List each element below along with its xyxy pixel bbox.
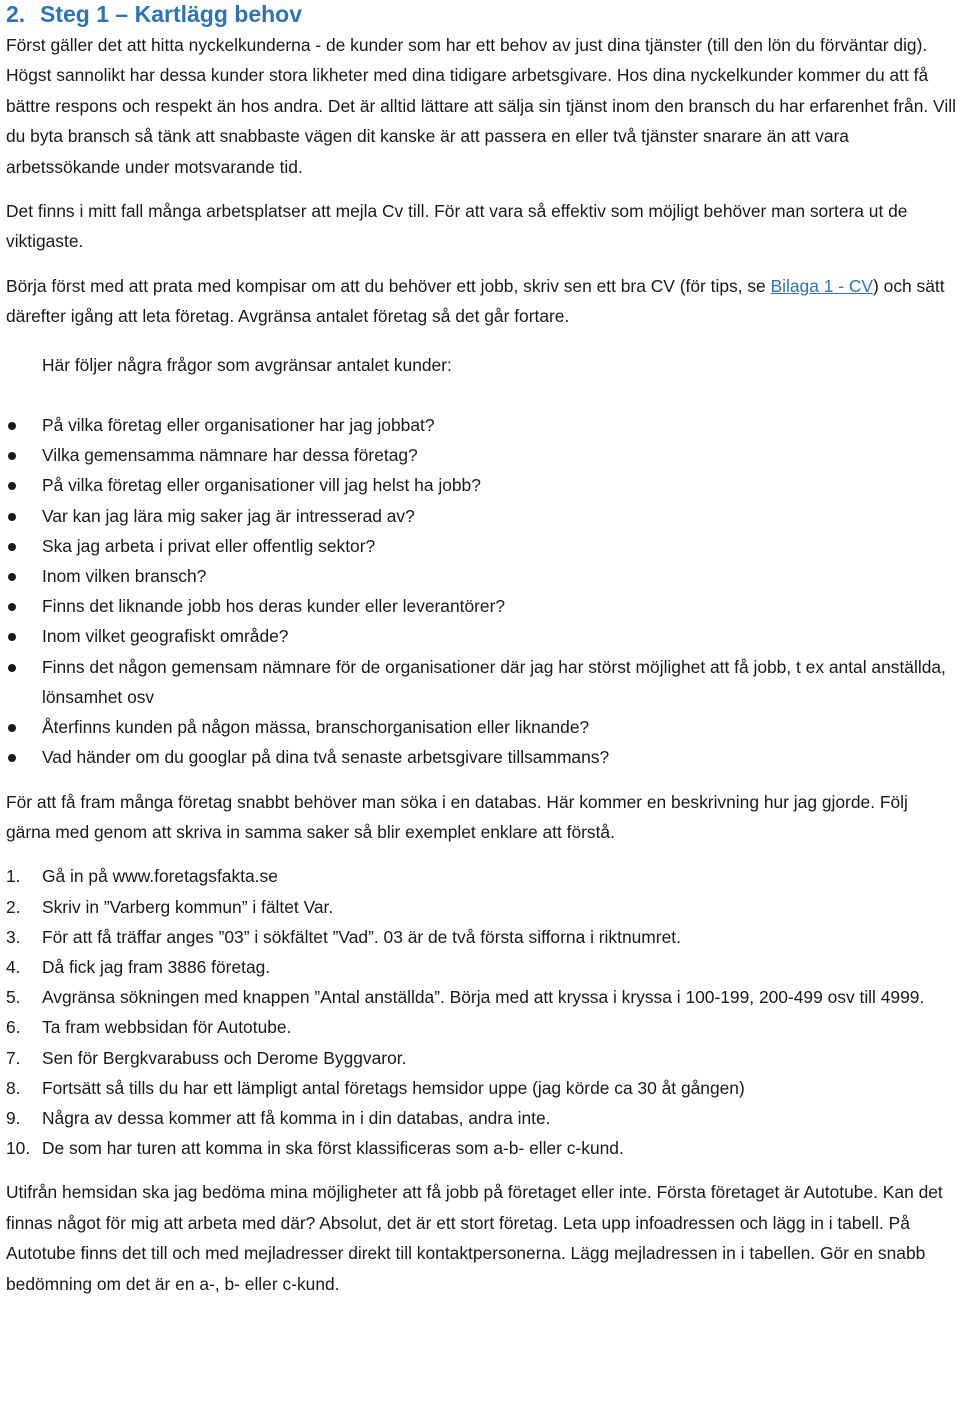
step-number: 4. <box>6 956 21 977</box>
step-number: 2. <box>6 896 21 917</box>
step-item <box>6 1073 956 1103</box>
document-page <box>6 0 956 1299</box>
step-text: Några av dessa kommer att få komma in i din databas, andra inte. <box>42 1107 551 1128</box>
question-item: Återfinns kunden på någon mässa, branschorganisation eller liknande? <box>6 712 956 742</box>
step-number: 5. <box>6 987 21 1008</box>
bullet-icon <box>8 603 16 611</box>
question-item: Vilka gemensamma nämnare har dessa företag? <box>6 440 956 470</box>
step-text: Sen för Bergkvarabuss och Derome Byggvaror. <box>42 1047 407 1068</box>
bullet-icon <box>8 452 16 460</box>
bullet-icon <box>8 664 16 672</box>
question-item: Var kan jag lära mig saker jag är intresserad av? <box>6 501 956 531</box>
paragraph-assessment: Utifrån hemsidan ska jag bedöma mina möjligheter att få jobb på företaget eller inte. Första företaget är Autotube. Kan det finnas något för mig att arbeta med där? Absolut, det är ett stort företag. Leta upp infoadressen och lägg in i tabell. På Autotube finns det till och med mejladresser direkt till kontaktpersonerna. Lägg mejladressen in i tabellen. Gör en snabb bedömning om det är en a-, b- eller c-kund. <box>6 1182 943 1294</box>
step-number: 6. <box>6 1017 21 1038</box>
step-text: Ta fram webbsidan för Autotube. <box>42 1017 292 1038</box>
step-number: 8. <box>6 1077 21 1098</box>
step-number: 3. <box>6 926 21 947</box>
step-item <box>6 1103 956 1133</box>
bullet-icon <box>8 724 16 732</box>
bullet-icon <box>8 513 16 521</box>
paragraph-sort-workplaces: Det finns i mitt fall många arbetsplatser att mejla Cv till. För att vara så effektiv som möjligt behöver man sortera ut de viktigaste. <box>6 201 908 252</box>
step-text: Skriv in ”Varberg kommun” i fältet Var. <box>42 896 334 917</box>
step-text: Gå in på www.foretagsfakta.se <box>42 866 278 887</box>
question-item: Vad händer om du googlar på dina två senaste arbetsgivare tillsammans? <box>6 742 956 772</box>
step-item <box>6 922 956 952</box>
question-item: Inom vilket geografiskt område? <box>6 621 956 651</box>
bullet-icon <box>8 543 16 551</box>
paragraph-key-customers: Först gäller det att hitta nyckelkunderna - de kunder som har ett behov av just dina tjänster (till den lön du förväntar dig). Högst sannolikt har dessa kunder stora likheter med dina tidigare arbetsgivare. Hos dina nyckelkunder kommer du att få bättre respons och respekt än hos andra. Det är alltid lättare att sälja sin tjänst inom den bransch du har erfarenhet från. Vill du byta bransch så tänk att snabbaste vägen dit kanske är att passera en eller två tjänster snarare än att vara arbetssökande under motsvarande tid. <box>6 35 956 177</box>
heading-number: 2. <box>6 1 26 27</box>
bullet-icon <box>8 573 16 581</box>
step-text: De som har turen att komma in ska först klassificeras som a-b- eller c-kund. <box>42 1138 624 1159</box>
bullet-icon <box>8 633 16 641</box>
question-item: På vilka företag eller organisationer vill jag helst ha jobb? <box>6 470 956 500</box>
question-item: Ska jag arbeta i privat eller offentlig sektor? <box>6 531 956 561</box>
step-item <box>6 1043 956 1073</box>
question-item: Finns det någon gemensam nämnare för de organisationer där jag har störst möjlighet att få jobb, t ex antal anställda, lönsamhet osv <box>6 652 956 712</box>
question-item: Finns det liknande jobb hos deras kunder eller leverantörer? <box>6 591 956 621</box>
questions-intro: Här följer några frågor som avgränsar antalet kunder: <box>42 354 452 375</box>
step-item <box>6 1133 956 1163</box>
step-number: 7. <box>6 1047 21 1068</box>
step-item <box>6 861 956 891</box>
step-text: Fortsätt så tills du har ett lämpligt antal företags hemsidor uppe (jag körde ca 30 åt gången) <box>42 1077 745 1098</box>
paragraph-start-before: Börja först med att prata med kompisar om att du behöver ett jobb, skriv sen ett bra CV (för tips, se <box>6 275 771 296</box>
step-item <box>6 892 956 922</box>
step-text: För att få träffar anges ”03” i sökfältet ”Vad”. 03 är de två första sifforna i riktnumret. <box>42 926 681 947</box>
step-number: 10. <box>6 1138 31 1159</box>
questions-list <box>6 410 956 772</box>
bullet-icon <box>8 422 16 430</box>
bullet-icon <box>8 754 16 762</box>
question-item: Inom vilken bransch? <box>6 561 956 591</box>
step-item <box>6 982 956 1012</box>
step-text: Då fick jag fram 3886 företag. <box>42 956 271 977</box>
step-item <box>6 1012 956 1042</box>
step-text: Avgränsa sökningen med knappen ”Antal anställda”. Börja med att kryssa i kryssa i 100-199, 200-499 osv till 4999. <box>42 987 925 1008</box>
question-item: På vilka företag eller organisationer har jag jobbat? <box>6 410 956 440</box>
paragraph-database: För att få fram många företag snabbt behöver man söka i en databas. Här kommer en beskrivning hur jag gjorde. Följ gärna med genom att skriva in samma saker så blir exemplet enklare att förstå. <box>6 791 908 842</box>
paragraph-start <box>6 271 956 332</box>
paragraph-start-after: ) och sätt därefter igång att leta företag. Avgränsa antalet företag så det går fortare. <box>6 275 945 327</box>
heading-title: Steg 1 – Kartlägg behov <box>40 1 303 27</box>
step-item <box>6 952 956 982</box>
step-number: 1. <box>6 866 21 887</box>
bullet-icon <box>8 482 16 490</box>
cv-appendix-link[interactable]: Bilaga 1 - CV <box>770 275 874 296</box>
section-heading <box>6 0 956 30</box>
steps-list <box>6 861 956 1163</box>
step-number: 9. <box>6 1107 21 1128</box>
